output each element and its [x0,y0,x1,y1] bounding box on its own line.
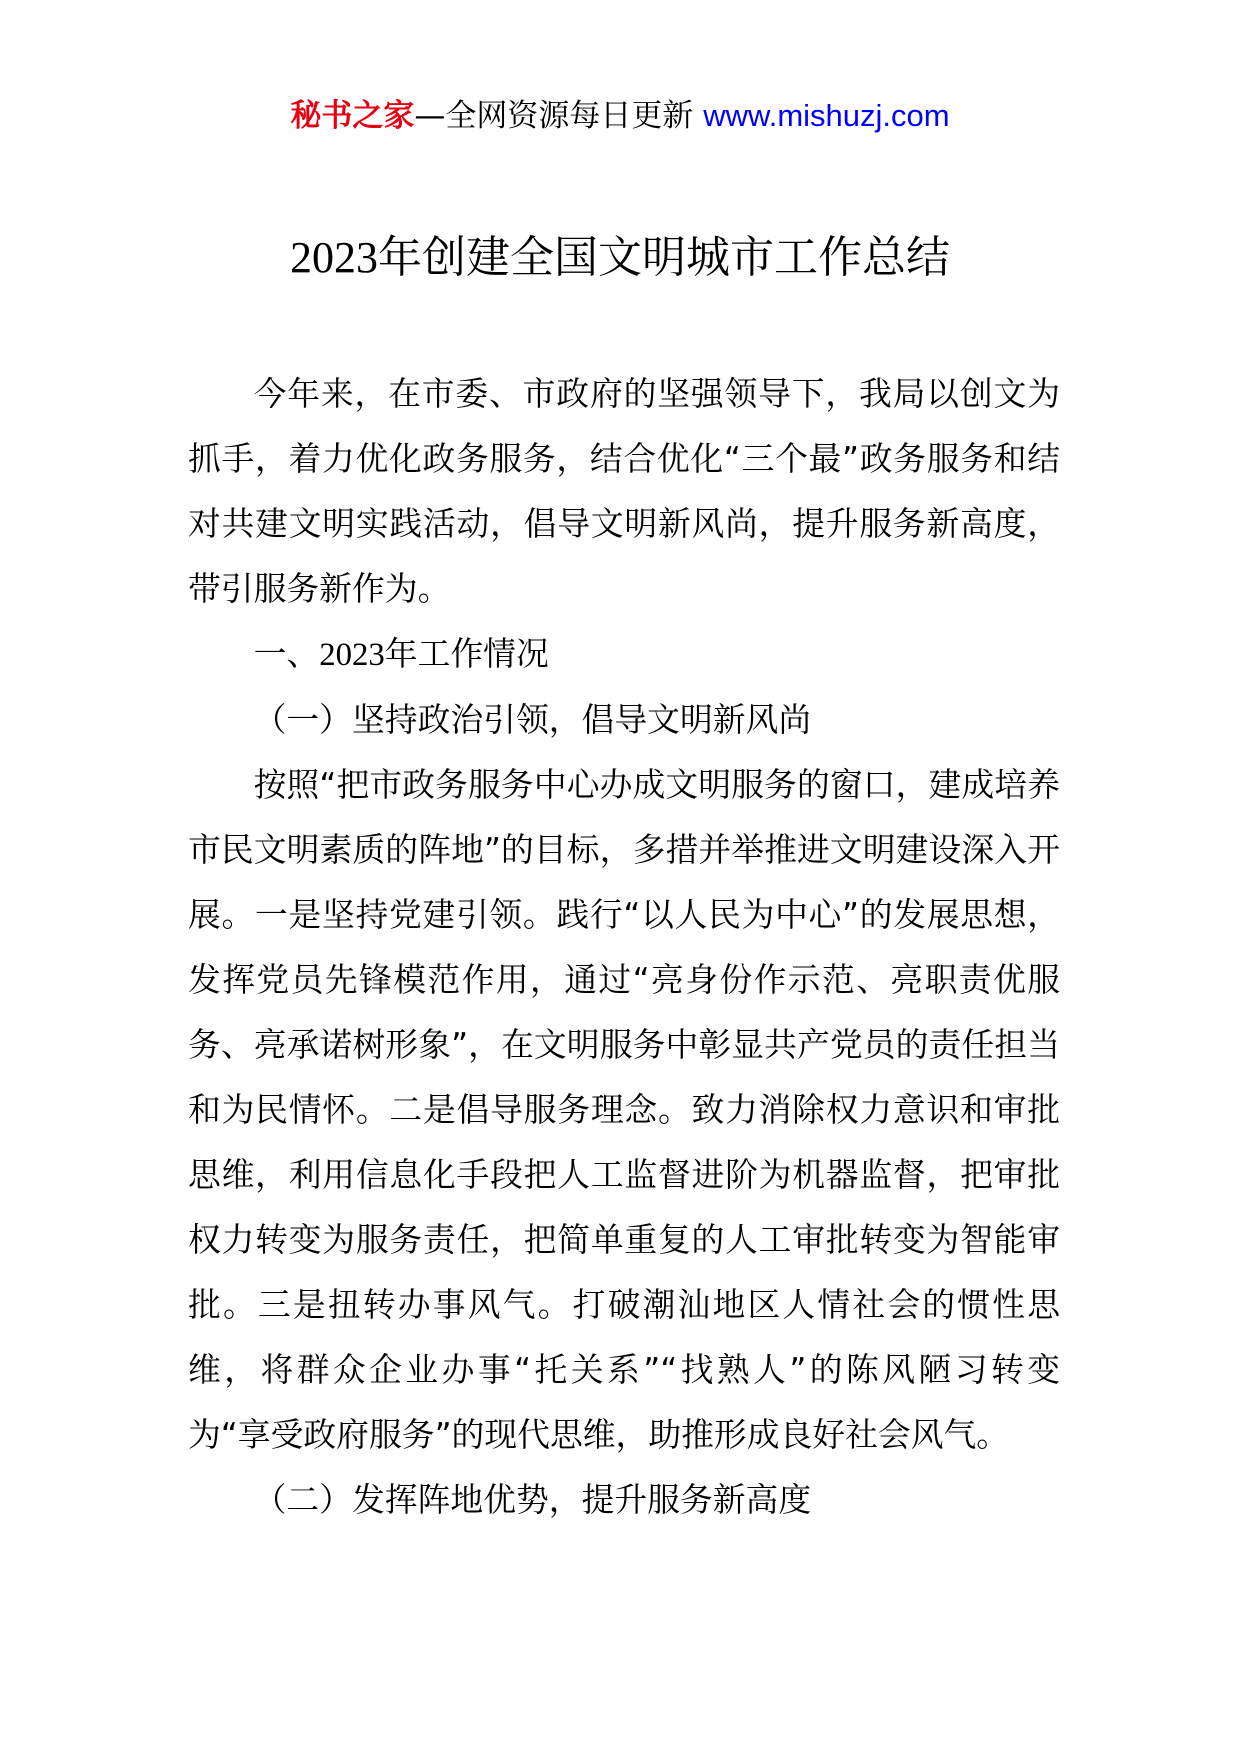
document-body [188,362,1060,1533]
section-heading-prefix: 一、 [253,635,320,673]
document-title [0,228,1240,288]
subsection-heading-2: （二）发挥阵地优势，提升服务新高度 [253,1481,812,1519]
site-brand: 秘书之家 [290,98,415,134]
subsection-heading-1: （一）坚持政治引领，倡导文明新风尚 [253,701,812,739]
title-year: 2023 [290,233,378,282]
body-paragraph-1: 按照“把市政务服务中心办成文明服务的窗口，建成培养市民文明素质的阵地”的目标，多措并举推进文明建设深入开展。一是坚持党建引领。践行“以人民为中心”的发展思想，发挥党员先锋模范作用，通过“亮身份作示范、亮职责优服务、亮承诺树形象”，在文明服务中彰显共产党员的责任担当和为民情怀。二是倡导服务理念。致力消除权力意识和审批思维，利用信息化手段把人工监督进阶为机器监督，把审批权力转变为服务责任，把简单重复的人工审批转变为智能审批。三是扭转办事风气。打破潮汕地区人情社会的惯性思维，将群众企业办事“托关系”“找熟人”的陈风陋习转变为“享受政府服务”的现代思维，助推形成良好社会风气。 [188,766,1060,1454]
section-heading-year: 2023 [319,637,385,673]
site-url-link[interactable]: www.mishuzj.com [703,98,950,133]
title-text: 年创建全国文明城市工作总结 [378,232,950,283]
site-header [0,96,1240,136]
site-tagline: —全网资源每日更新 [414,98,704,134]
section-heading-suffix: 年工作情况 [384,635,549,673]
section-heading [188,622,1060,688]
intro-paragraph: 今年来，在市委、市政府的坚强领导下，我局以创文为抓手，着力优化政务服务，结合优化“三个最”政务服务和结对共建文明实践活动，倡导文明新风尚，提升服务新高度，带引服务新作为。 [188,375,1060,608]
